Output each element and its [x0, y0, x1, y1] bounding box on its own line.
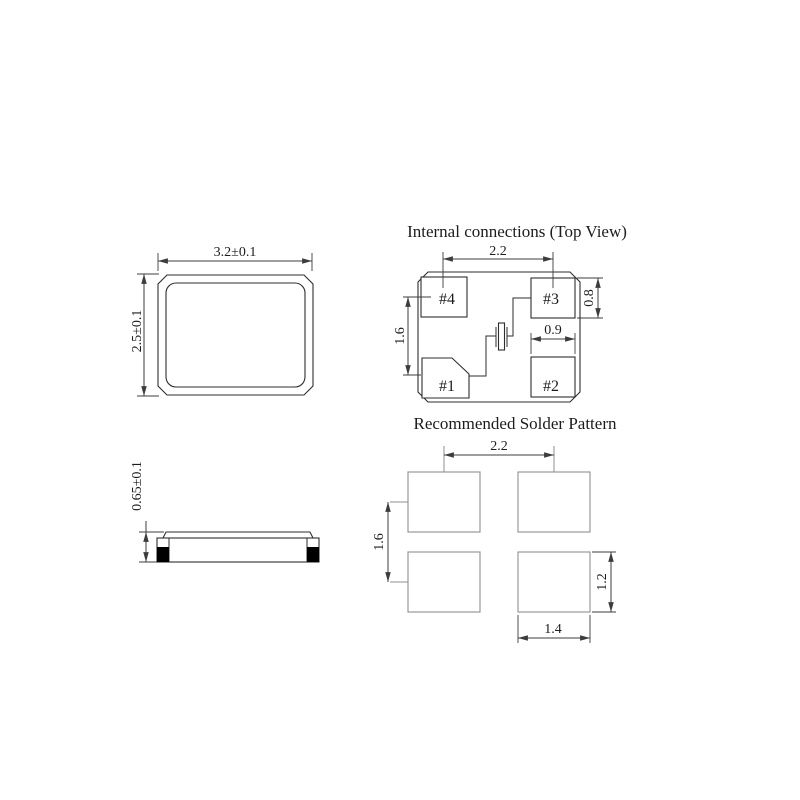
solder-pattern-drawing: [372, 414, 617, 643]
left-terminal-metal: [157, 547, 169, 562]
internal-connections-drawing: [393, 222, 627, 402]
pad-4-label: #4: [439, 291, 455, 308]
solder-pad-width-label: 1.4: [544, 622, 562, 637]
package-width-dimension: [158, 245, 312, 271]
solder-pattern-title: Recommended Solder Pattern: [413, 414, 617, 433]
pad-1-label: #1: [439, 378, 455, 395]
wire-pad1-to-crystal: [469, 336, 496, 376]
internal-pad-height-dimension: [577, 278, 603, 318]
package-top-view-drawing: [130, 245, 313, 396]
package-height-label: 2.5±0.1: [130, 309, 145, 353]
solder-horizontal-pitch-label: 2.2: [490, 439, 508, 454]
solder-pad-height-dimension: [592, 552, 616, 612]
solder-vertical-pitch-label: 1.6: [372, 533, 387, 551]
side-height-label: 0.65±0.1: [130, 461, 145, 511]
solder-pad-bottom-right: [518, 552, 590, 612]
solder-horizontal-pitch-dimension: [444, 439, 554, 455]
internal-horizontal-pitch-label: 2.2: [489, 244, 507, 259]
right-terminal-metal: [307, 547, 319, 562]
solder-vertical-pitch-dimension: [372, 502, 388, 582]
internal-vertical-pitch-label: 1.6: [393, 327, 408, 345]
pad-3-label: #3: [543, 291, 559, 308]
side-view-drawing: [130, 461, 319, 562]
package-body: [157, 538, 319, 562]
internal-pad-width-label: 0.9: [544, 323, 562, 338]
internal-connections-title: Internal connections (Top View): [407, 222, 627, 241]
package-width-label: 3.2±0.1: [213, 245, 257, 260]
pad-2-label: #2: [543, 378, 559, 395]
wire-pad3-to-crystal: [507, 298, 531, 336]
internal-pad-width-dimension: [531, 323, 575, 354]
crystal-body: [499, 323, 505, 350]
solder-pad-top-right: [518, 472, 590, 532]
package-height-dimension: [130, 274, 159, 396]
solder-pad-width-dimension: [518, 615, 590, 643]
package-inner-cavity: [166, 283, 305, 387]
solder-pad-top-left: [408, 472, 480, 532]
solder-pad-height-label: 1.2: [595, 573, 610, 591]
crystal-symbol: [469, 298, 531, 376]
internal-pad-height-label: 0.8: [582, 289, 597, 307]
package-lid: [163, 532, 313, 538]
solder-pad-bottom-left: [408, 552, 480, 612]
